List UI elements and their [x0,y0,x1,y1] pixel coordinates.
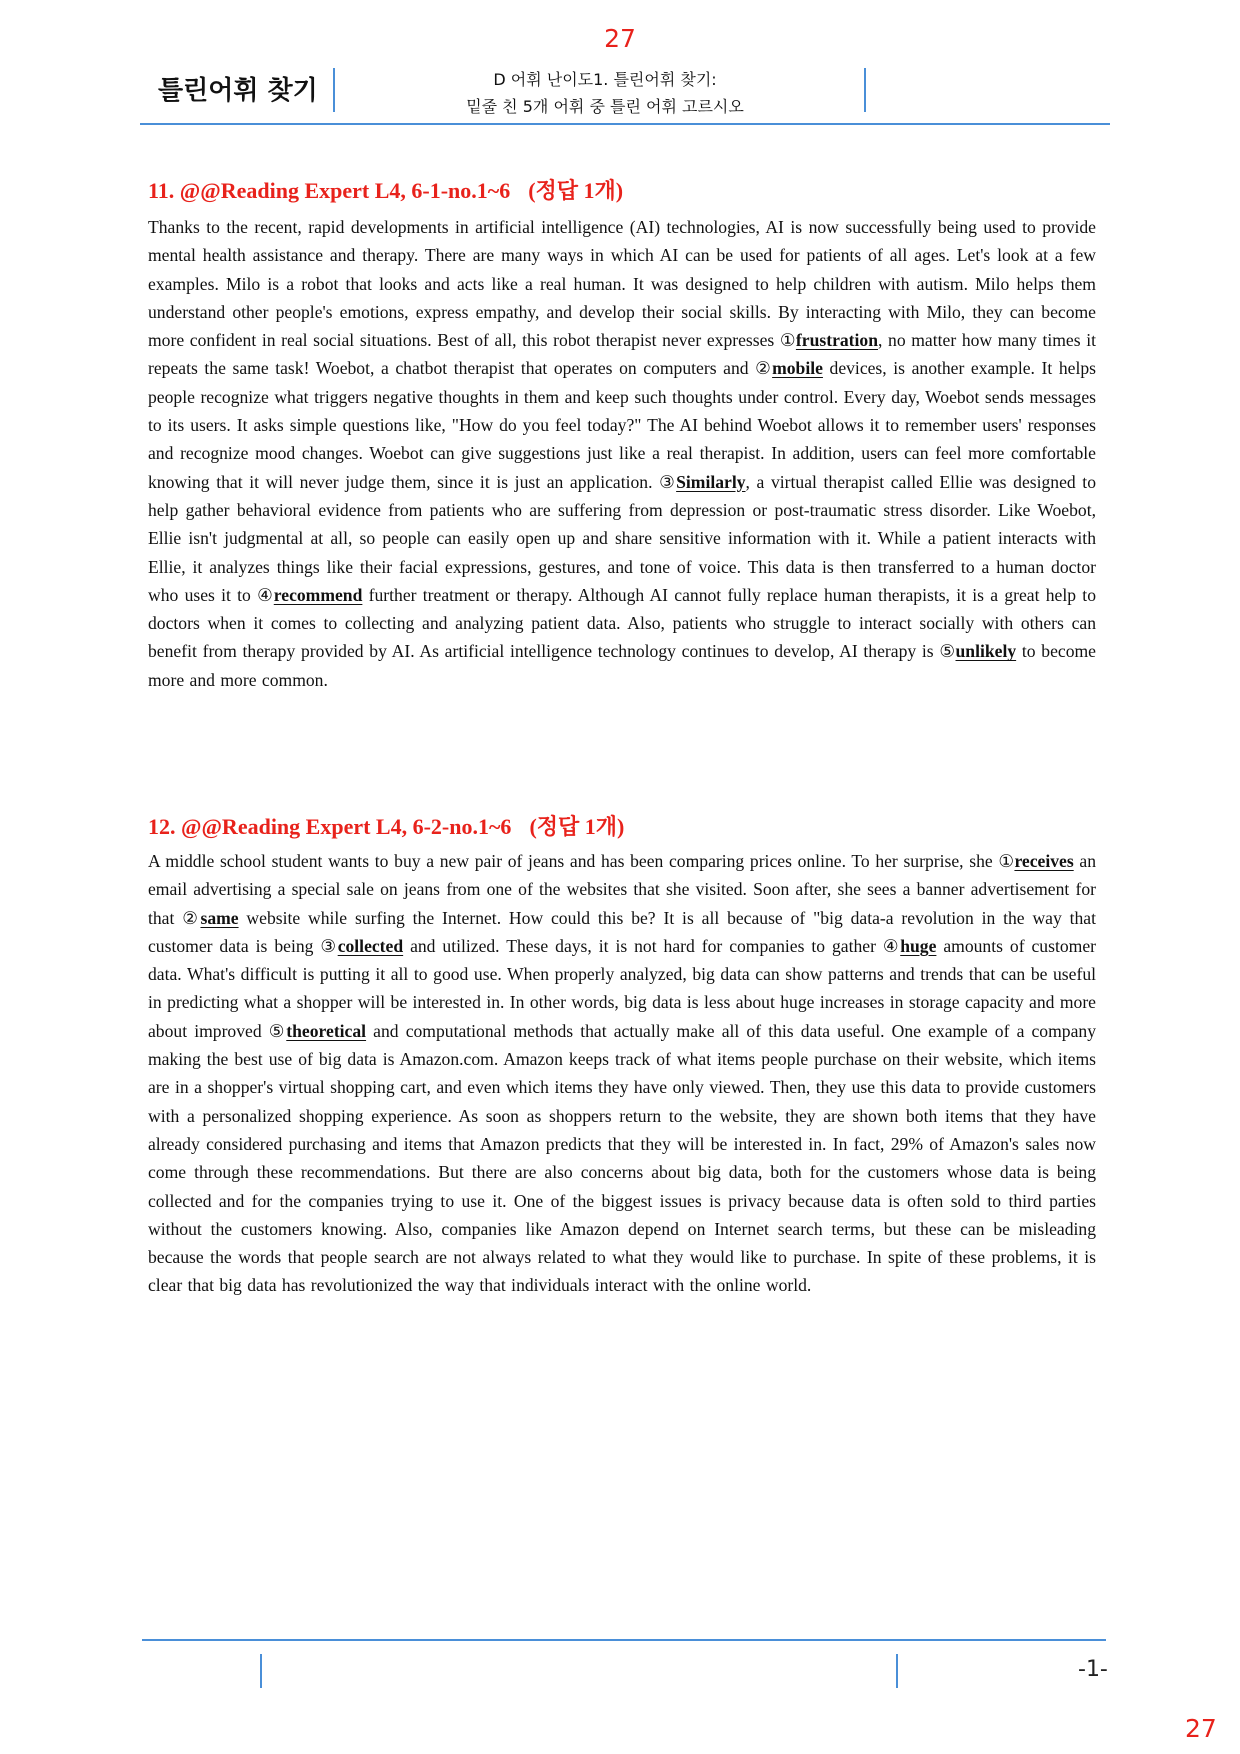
header-subtitle-line2: 밑줄 친 5개 어휘 중 틀린 어휘 고르시오 [466,97,744,116]
choice-number: ① [779,330,796,351]
header-title: 틀린어휘 찾기 [158,76,318,106]
header-rule [140,123,1110,125]
section-11-passage [148,213,1096,694]
passage-text: and utilized. These days, it is not hard for companies to gather [403,935,883,956]
footer-page-label: -1- [1078,1657,1108,1682]
choice-number: ④ [882,935,901,956]
header-divider-right [864,68,866,112]
choice-number: ③ [659,471,677,492]
passage-text: A middle school student wants to buy a new pair of jeans and has been comparing prices online. To her surprise, she [148,851,999,871]
section-11-heading [148,174,623,205]
underlined-word: frustration [795,330,878,351]
choice-number: ⑤ [939,641,956,662]
passage-text: to become more and more common. [148,641,1096,690]
passage-text: and computational methods that actually make all of this data useful. One example of a company making the best use of big data is Amazon.com. Amazon keeps track of what items people purchase on their website, which items are in a shopper's virtual shopping cart, and even which items they have only viewed. Then, they use this data to provide customers with a personalized shopping experience. As soon as shoppers return to the website, they are shown both items that they have already considered purchasing and items that Amazon predicts that they will be interested in. In fact, 29% of Amazon's sales now come through these recommendations. But there are also concerns about big data, both for the customers whose data is being collected and for the companies trying to use it. One of the biggest issues is privacy because data is often sold to third parties without the customers knowing. Also, companies like Amazon depend on Internet search terms, but these can be misleading because the words that people search are not always related to what they would like to purchase. In spite of these problems, it is clear that big data has revolutionized the way that individuals interact with the online world. [148,1020,1096,1296]
header-subtitle [345,66,865,120]
choice-number: ② [755,358,773,379]
choice-number: ② [182,907,201,928]
section-12-heading [148,810,624,841]
underlined-word: huge [900,935,937,956]
passage-text: devices, is another example. It helps people recognize what triggers negative thoughts in them and keep such thoughts under control. Every day, Woebot sends messages to its users. It asks simple questions like, "How do you feel today?" The AI behind Woebot allows it to remember users' responses and recognize mood changes. Woebot can give suggestions just like a real therapist. In addition, users can feel more comfortable knowing that it will never judge them, since it is just an application. [148,358,1096,492]
underlined-word: mobile [772,358,823,379]
underlined-word: Similarly [676,471,746,492]
passage-text: website while surfing the Internet. How could this be? It is all because of "big data-a revolution in the way that customer data is being [148,907,1097,956]
passage-text: , no matter how many times it repeats the same task! Woebot, a chatbot therapist that operates on computers and [148,330,1096,379]
section-12-heading-text: 12. @@Reading Expert L4, 6-2-no.1~6 [148,814,512,839]
passage-text: an email advertising a special sale on jeans from one of the websites that she visited. Soon after, she sees a banner advertisement for that [148,851,1096,928]
choice-number: ① [998,851,1015,871]
underlined-word: collected [337,935,404,956]
underlined-word: same [200,907,239,928]
footer-divider-left [260,1654,262,1688]
page-number-top: 27 [604,24,636,53]
footer-divider-right [896,1654,898,1688]
section-12-passage [148,847,1096,1300]
underlined-word: theoretical [286,1020,367,1041]
passage-text: Thanks to the recent, rapid developments in artificial intelligence (AI) technologies, AI is now successfully being used to provide mental health assistance and therapy. There are many ways in which AI can be used for patients of all ages. Let's look at a few examples. Milo is a robot that looks and acts like a real human. It was designed to help children with autism. Milo helps them understand other people's emotions, express empathy, and develop their social skills. By interacting with Milo, they can become more confident in real social situations. Best of all, this robot therapist never expresses [148,217,1096,351]
passage-text: further treatment or therapy. Although AI cannot fully replace human therapists, it is a great help to doctors when it comes to collecting and analyzing patient data. Also, patients who struggle to interact socially with others can benefit from therapy provided by AI. As artificial intelligence technology continues to develop, AI therapy is [148,584,1096,662]
header-divider-left [333,68,335,112]
underlined-word: receives [1014,851,1074,871]
choice-number: ⑤ [268,1020,287,1041]
footer-rule [142,1639,1106,1641]
section-11-heading-text: 11. @@Reading Expert L4, 6-1-no.1~6 [148,178,511,203]
passage-text: , a virtual therapist called Ellie was designed to help gather behavioral evidence from patients who are suffering from depression or post-traumatic stress disorder. Like Woebot, Ellie isn't judgmental at all, so people can easily open up and share sensitive information with it. While a patient interacts with Ellie, it analyzes things like their facial expressions, gestures, and tone of voice. This data is then transferred to a human doctor who uses it to [148,471,1096,605]
page-number-bottom: 27 [1185,1714,1217,1743]
choice-number: ③ [320,935,338,956]
passage-text: amounts of customer data. What's difficult is putting it all to good use. When properly analyzed, big data can show patterns and trends that can be useful in predicting what a shopper will be interested in. In other words, big data is less about huge increases in storage capacity and more about improved [148,935,1096,1041]
section-11-answer-note: (정답 1개) [528,178,624,203]
underlined-word: unlikely [955,641,1017,662]
underlined-word: recommend [273,584,363,605]
choice-number: ④ [257,584,274,605]
section-12-answer-note: (정답 1개) [529,814,625,839]
header-subtitle-line1: D 어휘 난이도1. 틀린어휘 찾기: [493,70,717,89]
